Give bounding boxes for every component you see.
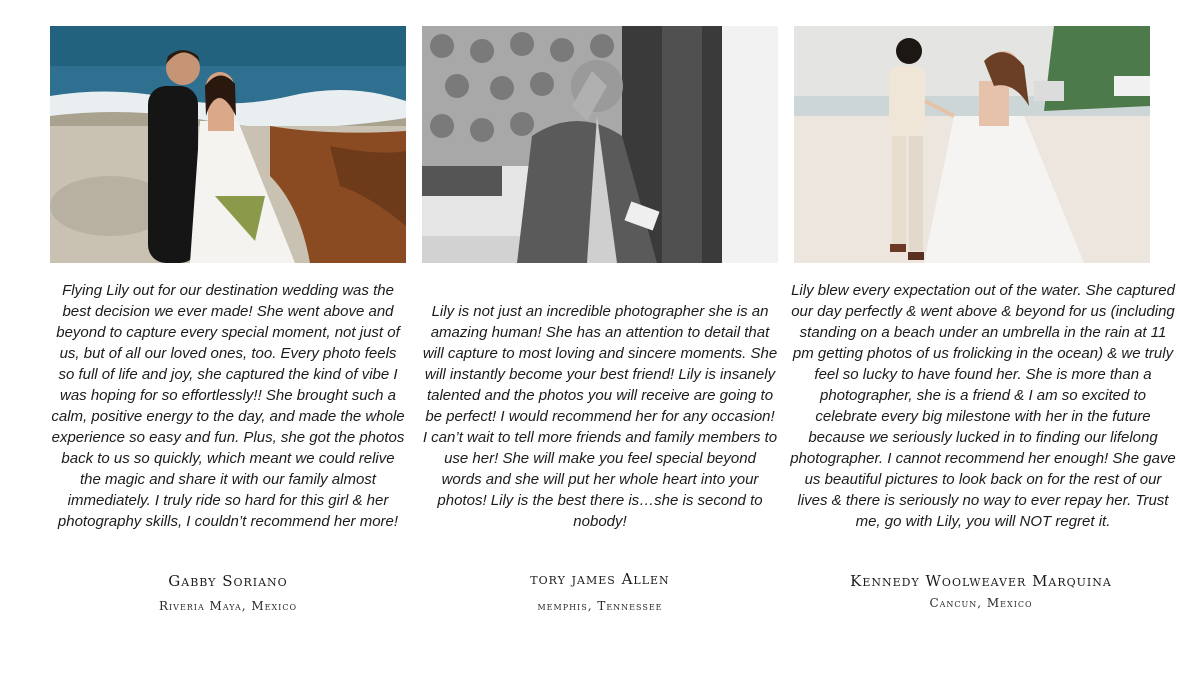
testimonial-author-name: Kennedy Woolweaver Marquina: [850, 572, 1112, 590]
testimonial-author-name: Gabby Soriano: [168, 572, 288, 590]
testimonial-quote: Lily is not just an incredible photographer she is an amazing human! She has an attention to detail that will capture to most loving and sincere moments. She will instantly become your best friend! Lily is insanely talented and the photos you will receive are going to be perfect! I would recommend her for any occasion! I can’t wait to tell more friends and family members to use her! She will make you feel special beyond words and she will put her whole heart into your photos! Lily is the best there is…she is second to nobody!: [422, 303, 778, 530]
testimonial-author-name: tory james Allen: [530, 570, 670, 588]
testimonial-author-location: Cancun, Mexico: [929, 596, 1033, 610]
testimonial-quote: Flying Lily out for our destination wedding was the best decision we ever made! She went above and beyond to capture every special moment, not just of us, but of all our loved ones, too. Every photo feels so full of life and joy, she captured the kind of vibe I was hoping for so effortlessly!! She brought such a calm, positive energy to the day, and made the whole experience so easy and fun. Plus, she got the photos back to us so quickly, which meant we could relive the magic and share it with our family almost immediately. I truly ride so hard for this girl & her photography skills, I couldn’t recommend her more!: [51, 282, 405, 530]
couple-running-on-beach-photo: [794, 26, 1150, 263]
testimonial-author-location: Riveria Maya, Mexico: [158, 599, 298, 613]
black-and-white-emotional-man-photo: [422, 26, 778, 263]
testimonial-author-location: memphis, Tennessee: [537, 599, 663, 613]
wedding-couple-on-rocky-beach-photo: [50, 26, 406, 263]
testimonial-quote: Lily blew every expectation out of the water. She captured our day perfectly & went above & beyond for us (including standing on a beach under an umbrella in the rain at 11 pm getting photos of us frolicking in the ocean) & we truly feel so lucky to have found her. She is more than a photographer, she is a friend & I am so excited to celebrate every big milestone with her in the future because we seriously lucked in to finding our lifelong photographer. I cannot recommend her enough! She gave us beautiful pictures to look back on for the rest of our lives & there is seriously no way to ever repay her. Trust me, go with Lily, you will NOT regret it.: [790, 282, 1176, 530]
